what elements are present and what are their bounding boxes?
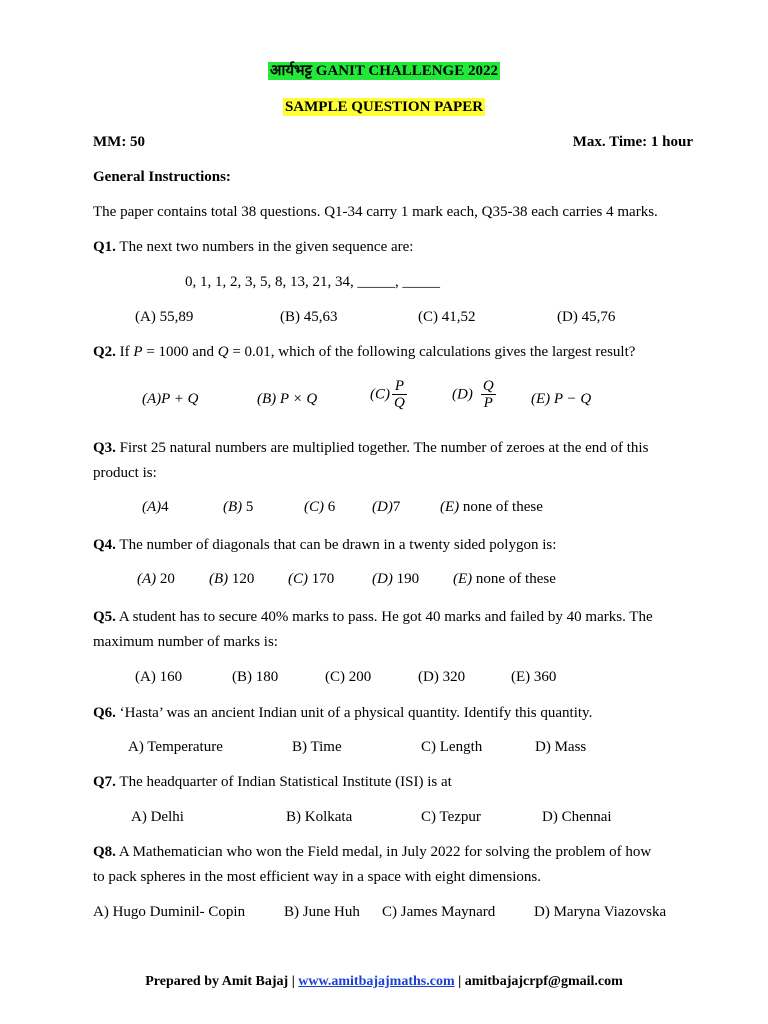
option-value: 7 <box>392 499 401 515</box>
option-value: none of these <box>459 499 543 515</box>
q5-option-e: (E) 360 <box>511 669 557 685</box>
q2-option-b <box>257 390 317 408</box>
question-7 <box>93 773 452 791</box>
q1-option-b: (B) 45,63 <box>280 309 338 325</box>
hindi-title-word: आर्यभट्ट <box>270 61 312 79</box>
option-value: 120 <box>228 571 255 587</box>
q2-option-e <box>531 390 591 408</box>
option-value: 6 <box>324 499 336 515</box>
option-value: 4 <box>161 499 169 515</box>
q2-option-c <box>370 378 407 411</box>
max-marks: MM: 50 <box>93 134 146 150</box>
q8-option-c: C) James Maynard <box>382 904 496 920</box>
title-text: GANIT CHALLENGE 2022 <box>311 63 498 79</box>
footer-author: Prepared by Amit Bajaj | <box>145 974 299 989</box>
question-text: The next two numbers in the given sequence are: <box>115 239 414 255</box>
q6-option-c: C) Length <box>421 739 483 755</box>
option-value: 20 <box>156 571 175 587</box>
question-number: Q3. <box>93 440 116 456</box>
paper-subtitle <box>0 97 768 117</box>
q8-option-a: A) Hugo Duminil- Copin <box>93 904 246 920</box>
var-q: Q <box>217 344 229 360</box>
q3-option-e <box>440 498 543 516</box>
question-2 <box>93 343 635 361</box>
q5-option-c: (C) 200 <box>325 669 372 685</box>
question-8-cont: to pack spheres in the most efficient way in a space with eight dimensions. <box>93 869 541 885</box>
q7-option-d: D) Chennai <box>542 809 612 825</box>
option-label: (D) <box>372 571 393 587</box>
option-label: (E) <box>453 571 473 587</box>
q3-option-a <box>142 498 169 516</box>
denominator: Q <box>394 395 405 411</box>
q3-option-c <box>304 498 335 516</box>
q5-option-b: (B) 180 <box>232 669 279 685</box>
q1-option-d: (D) 45,76 <box>557 309 616 325</box>
q3-option-d <box>372 498 400 516</box>
question-text: The headquarter of Indian Statistical Institute (ISI) is at <box>115 774 452 790</box>
denominator: P <box>483 395 493 411</box>
option-label: (A) <box>142 499 162 515</box>
option-label: (B) <box>257 391 277 407</box>
question-number: Q4. <box>93 537 116 553</box>
option-label: (D) <box>372 499 393 515</box>
question-6 <box>93 704 592 722</box>
option-expr: P × Q <box>279 391 318 407</box>
q6-option-b: B) Time <box>292 739 342 755</box>
q1-sequence: 0, 1, 1, 2, 3, 5, 8, 13, 21, 34, _____, _____ <box>185 274 440 290</box>
q4-option-d <box>372 570 419 588</box>
q8-option-d: D) Maryna Viazovska <box>534 904 667 920</box>
numerator: P <box>392 378 407 395</box>
paper-title <box>0 60 768 81</box>
question-text: A student has to secure 40% marks to pass. He got 40 marks and failed by 40 marks. The <box>115 609 653 625</box>
q4-option-b <box>209 570 254 588</box>
question-number: Q7. <box>93 774 116 790</box>
website-link[interactable]: www.amitbajajmaths.com <box>298 974 455 989</box>
fraction <box>481 378 496 411</box>
var-p: P <box>133 344 143 360</box>
question-5 <box>93 608 653 626</box>
option-label: (E) <box>531 391 551 407</box>
option-label: (A) <box>142 391 162 407</box>
option-label: (C) <box>288 571 308 587</box>
option-value: 5 <box>242 499 254 515</box>
question-number: Q8. <box>93 844 116 860</box>
option-expr: P + Q <box>161 391 199 407</box>
q7-option-b: B) Kolkata <box>286 809 353 825</box>
q7-option-c: C) Tezpur <box>421 809 481 825</box>
title-highlight <box>268 62 500 80</box>
question-text: First 25 natural numbers are multiplied together. The number of zeroes at the end of this <box>115 440 649 456</box>
option-label: (A) <box>137 571 157 587</box>
question-number: Q1. <box>93 239 116 255</box>
question-5-cont: maximum number of marks is: <box>93 634 278 650</box>
q7-option-a: A) Delhi <box>131 809 184 825</box>
option-label: (E) <box>440 499 460 515</box>
question-number: Q6. <box>93 705 116 721</box>
instructions-text: The paper contains total 38 questions. Q1-34 carry 1 mark each, Q35-38 each carries 4 marks. <box>93 204 658 220</box>
question-3 <box>93 439 648 457</box>
q2-option-a <box>142 390 199 408</box>
option-value: none of these <box>472 571 556 587</box>
option-label: (C) <box>304 499 324 515</box>
option-value: 170 <box>308 571 335 587</box>
question-number: Q5. <box>93 609 116 625</box>
question-text: A Mathematician who won the Field medal, in July 2022 for solving the problem of how <box>115 844 652 860</box>
q5-option-a: (A) 160 <box>135 669 183 685</box>
question-number: Q2. <box>93 344 116 360</box>
instructions-heading: General Instructions: <box>93 169 231 185</box>
option-value: 190 <box>392 571 420 587</box>
max-time: Max. Time: 1 hour <box>572 134 693 150</box>
q6-option-a: A) Temperature <box>128 739 223 755</box>
q4-option-c <box>288 570 334 588</box>
question-text: The number of diagonals that can be drawn in a twenty sided polygon is: <box>115 537 557 553</box>
option-label: (B) <box>209 571 229 587</box>
page-footer <box>0 974 768 990</box>
p-value: = 1000 and <box>142 344 218 360</box>
q8-option-b: B) June Huh <box>284 904 360 920</box>
subtitle-text: SAMPLE QUESTION PAPER <box>284 99 484 115</box>
option-label: (D) <box>452 386 473 403</box>
question-text: If <box>115 344 134 360</box>
q4-option-e <box>453 570 556 588</box>
question-1 <box>93 238 413 256</box>
fraction <box>392 378 407 411</box>
option-label: (C) <box>370 386 390 403</box>
numerator: Q <box>482 378 494 394</box>
question-text-end: , which of the following calculations gives the largest result? <box>270 344 636 360</box>
q1-option-a: (A) 55,89 <box>135 309 194 325</box>
footer-separator: | <box>454 974 465 989</box>
option-expr: P − Q <box>553 391 592 407</box>
question-text: ‘Hasta’ was an ancient Indian unit of a physical quantity. Identify this quantity. <box>115 705 593 721</box>
q-value: = 0.01 <box>228 344 271 360</box>
question-8 <box>93 843 651 861</box>
option-label: (B) <box>223 499 243 515</box>
q1-option-c: (C) 41,52 <box>418 309 476 325</box>
question-4 <box>93 536 556 554</box>
q3-option-b <box>223 498 253 516</box>
q2-option-d <box>452 378 496 411</box>
question-3-cont: product is: <box>93 465 157 481</box>
q5-option-d: (D) 320 <box>418 669 466 685</box>
q4-option-a <box>137 570 175 588</box>
footer-email[interactable]: amitbajajcrpf@gmail.com <box>464 974 623 989</box>
q6-option-d: D) Mass <box>535 739 587 755</box>
